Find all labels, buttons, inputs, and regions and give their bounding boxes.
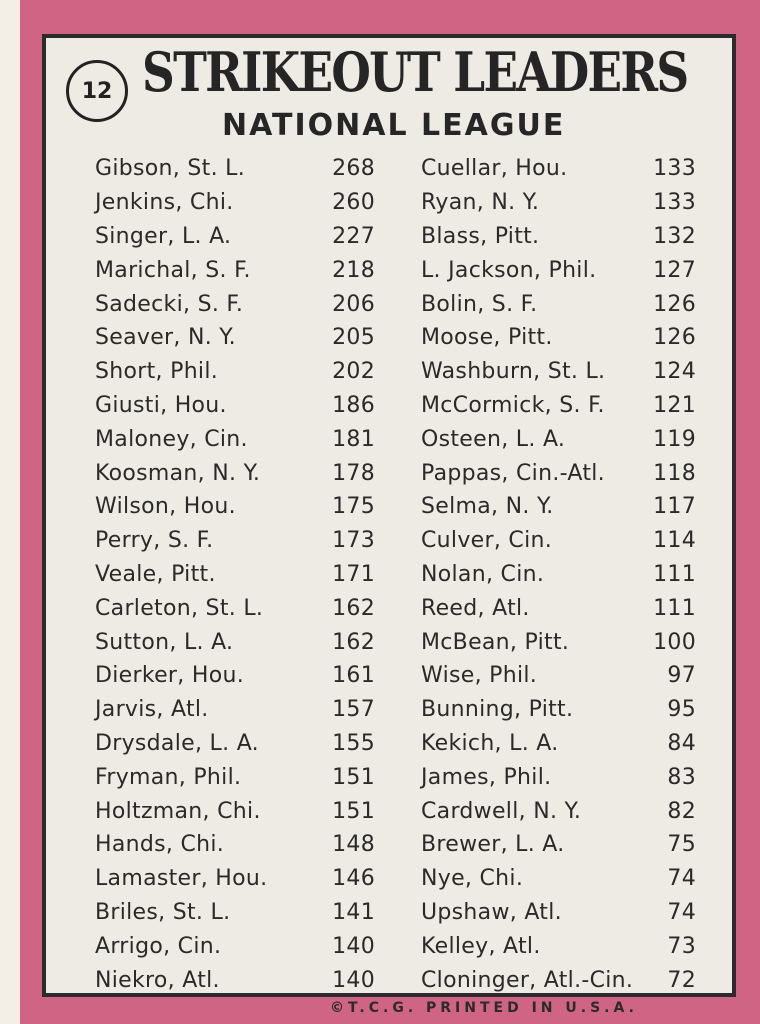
leader-row: [95, 220, 375, 254]
strikeout-count: 126: [653, 291, 696, 317]
leader-row: [421, 253, 696, 287]
strikeout-count: 171: [332, 561, 375, 587]
player-name: Niekro, Atl.: [95, 967, 220, 993]
strikeout-count: 133: [653, 190, 696, 216]
strikeout-count: 218: [332, 257, 375, 283]
strikeout-count: 140: [332, 967, 375, 993]
leader-row: [95, 253, 375, 287]
leader-row: [95, 693, 375, 727]
strikeout-count: 260: [332, 190, 375, 216]
player-name: Kelley, Atl.: [421, 933, 541, 959]
player-name: L. Jackson, Phil.: [421, 257, 597, 283]
leader-row: [95, 862, 375, 896]
player-name: Bolin, S. F.: [421, 291, 538, 317]
player-name: Giusti, Hou.: [95, 392, 227, 418]
player-name: Nolan, Cin.: [421, 561, 545, 587]
leader-row: [421, 524, 696, 558]
strikeout-count: 117: [653, 494, 696, 520]
player-name: Lamaster, Hou.: [95, 866, 268, 892]
strikeout-count: 111: [653, 561, 696, 587]
player-name: Cuellar, Hou.: [421, 156, 568, 182]
strikeout-count: 126: [653, 325, 696, 351]
strikeout-count: 206: [332, 291, 375, 317]
player-name: Koosman, N. Y.: [95, 460, 261, 486]
strikeout-count: 173: [332, 528, 375, 554]
strikeout-count: 178: [332, 460, 375, 486]
player-name: Bunning, Pitt.: [421, 697, 574, 723]
leader-row: [95, 794, 375, 828]
player-name: Marichal, S. F.: [95, 257, 251, 283]
player-name: Jenkins, Chi.: [95, 190, 234, 216]
strikeout-count: 141: [332, 899, 375, 925]
leader-row: [95, 321, 375, 355]
player-name: Osteen, L. A.: [421, 426, 566, 452]
player-name: McCormick, S. F.: [421, 392, 605, 418]
leader-row: [421, 355, 696, 389]
strikeout-count: 175: [332, 494, 375, 520]
player-name: Gibson, St. L.: [95, 156, 246, 182]
strikeout-count: 162: [332, 629, 375, 655]
strikeout-count: 268: [332, 156, 375, 182]
strikeout-count: 227: [332, 223, 375, 249]
leader-row: [95, 591, 375, 625]
strikeout-count: 97: [667, 663, 696, 689]
leader-row: [95, 929, 375, 963]
leader-row: [95, 524, 375, 558]
player-name: Drysdale, L. A.: [95, 730, 259, 756]
left-leaders-list: [95, 152, 375, 992]
strikeout-count: 205: [332, 325, 375, 351]
leader-row: [95, 422, 375, 456]
leader-row: [95, 659, 375, 693]
strikeout-count: 127: [653, 257, 696, 283]
strikeout-count: 111: [653, 595, 696, 621]
player-name: Moose, Pitt.: [421, 325, 553, 351]
strikeout-count: 72: [667, 967, 696, 993]
player-name: Veale, Pitt.: [95, 561, 216, 587]
leader-row: [95, 287, 375, 321]
leader-row: [95, 828, 375, 862]
leader-row: [421, 794, 696, 828]
player-name: Dierker, Hou.: [95, 663, 244, 689]
strikeout-count: 95: [667, 697, 696, 723]
card-number: 12: [81, 78, 113, 104]
player-name: Cloninger, Atl.-Cin.: [421, 967, 634, 993]
strikeout-count: 114: [653, 528, 696, 554]
leader-row: [421, 389, 696, 423]
leader-row: [95, 389, 375, 423]
leader-row: [421, 963, 696, 997]
leader-row: [421, 625, 696, 659]
leader-row: [421, 456, 696, 490]
leader-row: [421, 220, 696, 254]
player-name: Kekich, L. A.: [421, 730, 559, 756]
strikeout-count: 100: [653, 629, 696, 655]
player-name: Seaver, N. Y.: [95, 325, 236, 351]
player-name: James, Phil.: [421, 764, 552, 790]
leader-row: [421, 152, 696, 186]
player-name: Culver, Cin.: [421, 528, 553, 554]
card-title: STRIKEOUT LEADERS: [142, 40, 688, 104]
strikeout-count: 162: [332, 595, 375, 621]
strikeout-count: 84: [667, 730, 696, 756]
leader-row: [95, 456, 375, 490]
strikeout-count: 74: [667, 899, 696, 925]
strikeout-count: 132: [653, 223, 696, 249]
strikeout-count: 82: [667, 798, 696, 824]
strikeout-count: 148: [332, 832, 375, 858]
leader-row: [421, 693, 696, 727]
leader-row: [421, 186, 696, 220]
player-name: Hands, Chi.: [95, 832, 225, 858]
player-name: Selma, N. Y.: [421, 494, 554, 520]
leader-row: [421, 490, 696, 524]
leader-row: [421, 321, 696, 355]
strikeout-count: 140: [332, 933, 375, 959]
strikeout-count: 118: [653, 460, 696, 486]
strikeout-count: 75: [667, 832, 696, 858]
player-name: Wise, Phil.: [421, 663, 538, 689]
player-name: Blass, Pitt.: [421, 223, 540, 249]
leader-row: [95, 355, 375, 389]
strikeout-count: 124: [653, 359, 696, 385]
leader-row: [95, 186, 375, 220]
strikeout-count: 121: [653, 392, 696, 418]
leader-row: [421, 727, 696, 761]
player-name: Upshaw, Atl.: [421, 899, 562, 925]
leader-row: [421, 287, 696, 321]
player-name: Nye, Chi.: [421, 866, 524, 892]
player-name: Briles, St. L.: [95, 899, 231, 925]
strikeout-count: 133: [653, 156, 696, 182]
strikeout-count: 146: [332, 866, 375, 892]
leader-row: [421, 591, 696, 625]
leader-row: [421, 828, 696, 862]
player-name: Holtzman, Chi.: [95, 798, 261, 824]
leader-row: [95, 558, 375, 592]
strikeout-count: 155: [332, 730, 375, 756]
leader-row: [421, 760, 696, 794]
player-name: Ryan, N. Y.: [421, 190, 540, 216]
player-name: McBean, Pitt.: [421, 629, 570, 655]
player-name: Sutton, L. A.: [95, 629, 234, 655]
leader-row: [95, 963, 375, 997]
card-number-badge: [66, 60, 128, 122]
player-name: Reed, Atl.: [421, 595, 530, 621]
player-name: Jarvis, Atl.: [95, 697, 209, 723]
strikeout-count: 181: [332, 426, 375, 452]
right-leaders-list: [421, 152, 696, 992]
leader-row: [421, 862, 696, 896]
leader-row: [95, 896, 375, 930]
player-name: Perry, S. F.: [95, 528, 214, 554]
strikeout-count: 83: [667, 764, 696, 790]
player-name: Singer, L. A.: [95, 223, 232, 249]
leader-row: [95, 625, 375, 659]
leader-row: [421, 929, 696, 963]
player-name: Cardwell, N. Y.: [421, 798, 582, 824]
strikeout-count: 151: [332, 764, 375, 790]
player-name: Sadecki, S. F.: [95, 291, 244, 317]
leader-row: [421, 659, 696, 693]
player-name: Short, Phil.: [95, 359, 219, 385]
leader-row: [95, 760, 375, 794]
leader-row: [95, 152, 375, 186]
strikeout-count: 157: [332, 697, 375, 723]
strikeout-count: 74: [667, 866, 696, 892]
player-name: Pappas, Cin.-Atl.: [421, 460, 605, 486]
player-name: Arrigo, Cin.: [95, 933, 222, 959]
player-name: Carleton, St. L.: [95, 595, 264, 621]
leader-row: [421, 896, 696, 930]
player-name: Fryman, Phil.: [95, 764, 242, 790]
leader-row: [95, 727, 375, 761]
copyright-footer: ©T.C.G. PRINTED IN U.S.A.: [330, 1000, 638, 1016]
strikeout-count: 186: [332, 392, 375, 418]
strikeout-count: 202: [332, 359, 375, 385]
player-name: Maloney, Cin.: [95, 426, 248, 452]
card-subtitle: NATIONAL LEAGUE: [222, 108, 566, 143]
player-name: Washburn, St. L.: [421, 359, 606, 385]
strikeout-count: 161: [332, 663, 375, 689]
player-name: Wilson, Hou.: [95, 494, 236, 520]
strikeout-count: 73: [667, 933, 696, 959]
leader-row: [95, 490, 375, 524]
leader-row: [421, 422, 696, 456]
strikeout-count: 151: [332, 798, 375, 824]
strikeout-count: 119: [653, 426, 696, 452]
leader-row: [421, 558, 696, 592]
player-name: Brewer, L. A.: [421, 832, 565, 858]
